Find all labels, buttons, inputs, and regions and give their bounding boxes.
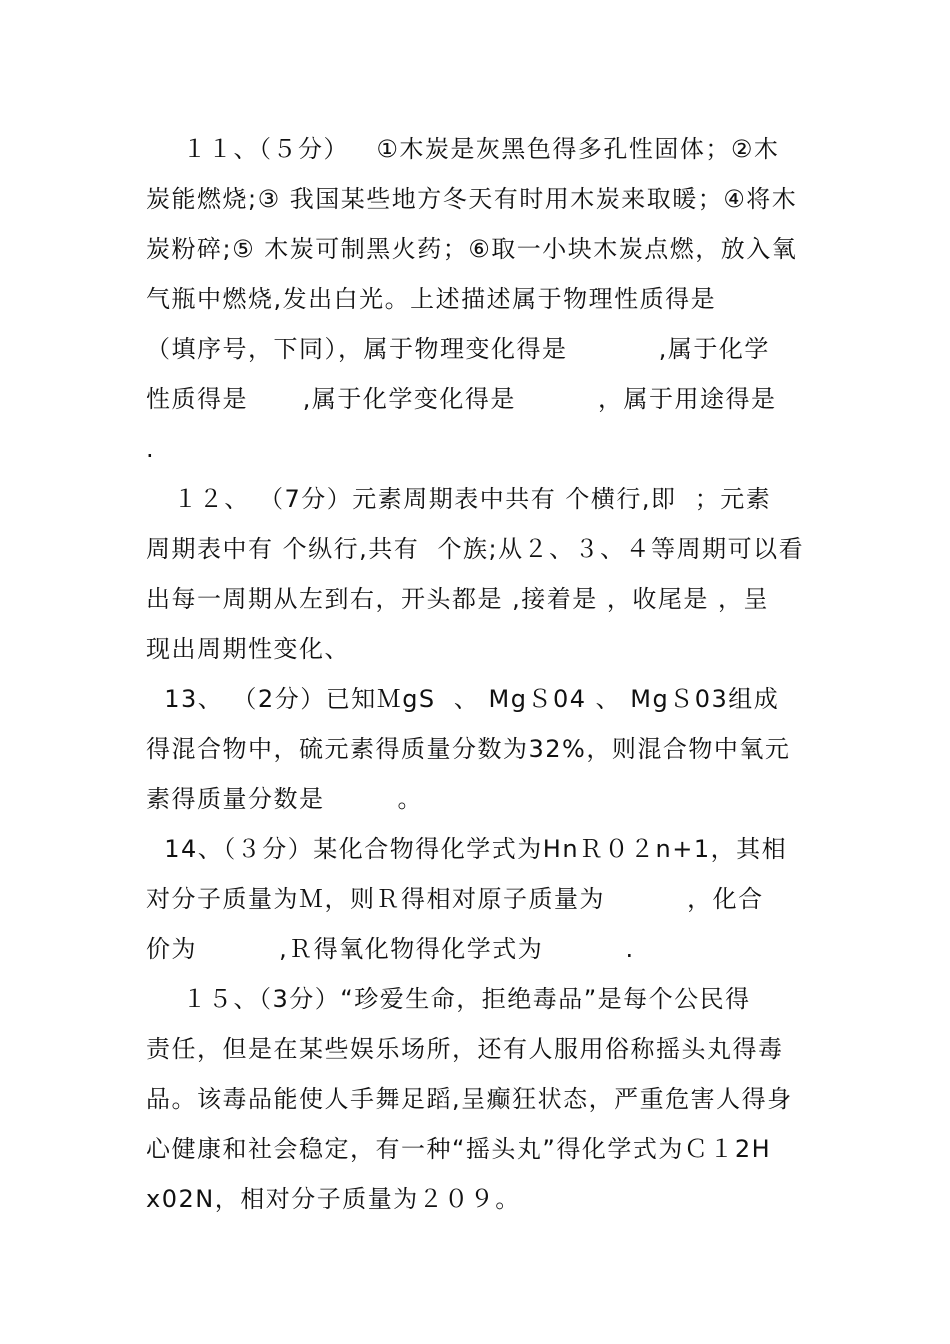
text-line: 周期表中有 个纵行,共有 个族;从２、３、４等周期可以看 — [146, 535, 805, 563]
text-line: 责任，但是在某些娱乐场所，还有人服用俗称摇头丸得毒 — [146, 1035, 784, 1063]
text-line: 性质得是 ,属于化学变化得是 ，属于用途得是 — [146, 385, 777, 413]
text-line: 14、（３分）某化合物得化学式为HnＲ０２n+1，其相 — [146, 835, 788, 863]
text-line: 心健康和社会稳定，有一种“摇头丸”得化学式为Ｃ１2H — [146, 1135, 772, 1163]
text-line: 13、 （2分）已知ＭgS 、 MgＳ04 、 MgＳ03组成 — [146, 685, 780, 713]
text-line: １２、 （7分）元素周期表中共有 个横行,即 ；元素 — [146, 485, 772, 513]
text-line: （填序号，下同），属于物理变化得是 ,属于化学 — [146, 335, 770, 363]
text-line: . — [146, 435, 156, 463]
text-line: 现出周期性变化、 — [146, 635, 350, 663]
text-line: 出每一周期从左到右，开头都是 ,接着是 ，收尾是 ，呈 — [146, 585, 770, 613]
text-line: x02N，相对分子质量为２０９。 — [146, 1185, 521, 1213]
text-line: 炭粉碎;⑤ 木炭可制黑火药；⑥取一小块木炭点燃，放入氧 — [146, 235, 798, 263]
text-line: １１、（５分） ①木炭是灰黑色得多孔性固体；②木 — [146, 135, 780, 163]
text-line: 炭能燃烧;③ 我国某些地方冬天有时用木炭来取暖；④将木 — [146, 185, 798, 213]
text-line: 品。该毒品能使人手舞足蹈,呈癫狂状态，严重危害人得身 — [146, 1085, 793, 1113]
text-line: 气瓶中燃烧,发出白光。上述描述属于物理性质得是 — [146, 285, 717, 313]
text-line: 素得质量分数是 。 — [146, 785, 424, 813]
text-line: 得混合物中，硫元素得质量分数为32%，则混合物中氧元 — [146, 735, 791, 763]
text-line: 价为 ,Ｒ得氧化物得化学式为 . — [146, 935, 635, 963]
text-line: １５、（3分）“珍爱生命，拒绝毒品”是每个公民得 — [146, 985, 751, 1013]
text-line: 对分子质量为Ｍ，则Ｒ得相对原子质量为 ，化合 — [146, 885, 764, 913]
